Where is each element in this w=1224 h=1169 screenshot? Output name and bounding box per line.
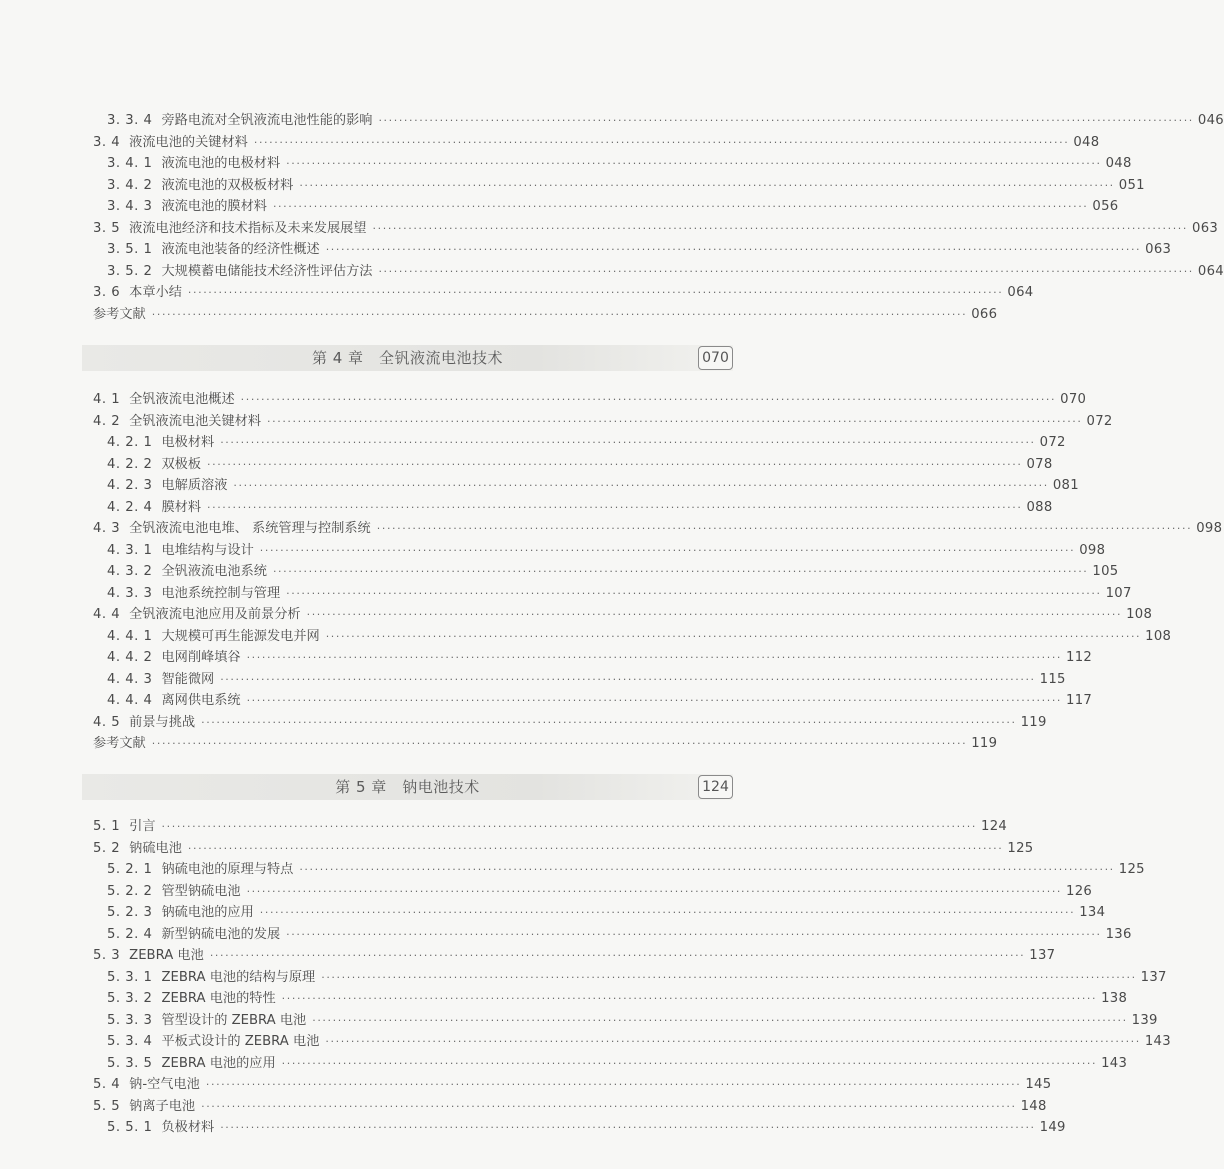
toc-entry-title: 电池系统控制与管理 [161, 585, 281, 601]
dot-leader: ································································································································································ [325, 243, 1142, 256]
toc-entry-number: 5. 2. 3 [107, 905, 153, 920]
dot-leader: ································································································································································ [267, 414, 1083, 428]
toc-entry-title: 离网供电系统 [161, 693, 241, 708]
toc-entry-title: 管型设计的 ZEBRA 电池 [161, 1012, 307, 1028]
toc-entry-page: 066 [971, 306, 998, 322]
toc-entry-number: 3. 5 [93, 220, 121, 236]
toc-entry-title: 液流电池经济和技术指标及未来发展展望 [129, 220, 367, 236]
toc-entry-title: 智能微网 [161, 671, 215, 687]
toc-entry[interactable] [93, 1010, 1158, 1032]
toc-entry[interactable] [93, 967, 1167, 989]
toc-entry-title: 全钒液流电池电堆、 系统管理与控制系统 [129, 521, 371, 536]
toc-entry[interactable] [93, 859, 1145, 881]
toc-entry-page: 051 [1118, 177, 1145, 193]
toc-entry-title: 钠-空气电池 [129, 1077, 200, 1092]
toc-entry-page: 072 [1086, 413, 1113, 429]
toc-entry-page: 048 [1105, 156, 1132, 171]
toc-entry-number: 5. 2. 1 [107, 862, 153, 877]
toc-entry-title: 膜材料 [161, 499, 202, 515]
toc-entry[interactable] [93, 924, 1132, 946]
toc-entry[interactable] [93, 583, 1132, 605]
dot-leader: ································································································································································ [246, 651, 1063, 664]
toc-entry-page: 070 [1060, 392, 1087, 407]
toc-entry-number: 5. 1 [93, 819, 121, 834]
toc-entry-number: 4. 5 [93, 714, 121, 730]
toc-entry-title: ZEBRA 电池的特性 [161, 991, 276, 1006]
toc-entry-title: 双极板 [161, 456, 202, 472]
dot-leader: ································································································································································ [378, 114, 1194, 127]
toc-section-ch3 [93, 110, 1224, 325]
dot-leader: ································································································································································ [272, 200, 1089, 213]
toc-entry-number: 4. 4. 2 [107, 650, 153, 665]
toc-entry[interactable] [93, 132, 1100, 154]
toc-entry[interactable] [93, 304, 998, 326]
toc-entry-page: 108 [1126, 607, 1153, 622]
toc-entry-number: 3. 4 [93, 134, 121, 150]
dot-leader: ································································································································································ [281, 992, 1098, 1005]
toc-entry-number: 5. 4 [93, 1077, 121, 1092]
chapter-5-header[interactable] [82, 774, 733, 800]
toc-entry-page: 048 [1073, 134, 1100, 150]
dot-leader: ································································································································································ [376, 522, 1193, 535]
toc-entry[interactable] [93, 561, 1119, 583]
toc-entry-number: 4. 4. 4 [107, 693, 153, 708]
toc-entry-number: 5. 2 [93, 840, 121, 856]
toc-entry-title: ZEBRA 电池 [129, 948, 204, 963]
toc-entry-number: 3. 4. 1 [107, 156, 153, 171]
dot-leader: ································································································································································ [201, 715, 1017, 729]
toc-entry-page: 119 [971, 736, 998, 751]
toc-entry-title: ZEBRA 电池的结构与原理 [161, 969, 316, 985]
dot-leader: ································································································································································ [325, 629, 1142, 643]
toc-entry-number: 3. 3. 4 [107, 113, 153, 128]
toc-entry-page: 046 [1197, 113, 1224, 128]
toc-entry[interactable] [93, 1096, 1047, 1118]
toc-entry-title: 前景与挑战 [129, 714, 196, 730]
toc-entry[interactable] [93, 733, 998, 755]
toc-entry[interactable] [93, 261, 1224, 283]
toc-entry[interactable] [93, 196, 1119, 218]
toc-entry[interactable] [93, 1117, 1066, 1139]
dot-leader: ································································································································································ [220, 1121, 1036, 1134]
dot-leader: ································································································································································ [259, 543, 1076, 557]
toc-entry[interactable] [93, 497, 1053, 519]
toc-entry-title: 大规模蓄电储能技术经济性评估方法 [161, 263, 373, 279]
toc-entry-number: 4. 2. 1 [107, 435, 153, 450]
toc-entry-page: 072 [1039, 435, 1066, 450]
toc-entry-number: 4. 4. 1 [107, 628, 153, 644]
dot-leader: ································································································································································ [299, 863, 1115, 876]
toc-entry-number: 4. 3. 1 [107, 542, 153, 558]
toc-entry-page: 125 [1007, 840, 1034, 856]
toc-entry[interactable] [93, 282, 1034, 304]
toc-entry-title: 电解质溶液 [161, 478, 228, 493]
dot-leader: ································································································································································ [233, 479, 1049, 492]
toc-entry-title: 液流电池的电极材料 [161, 156, 281, 171]
dot-leader: ································································································································································ [161, 820, 977, 833]
toc-entry[interactable] [93, 647, 1093, 669]
toc-entry-page: 138 [1101, 991, 1128, 1006]
toc-entry[interactable] [93, 1074, 1052, 1096]
toc-entry-page: 137 [1140, 969, 1167, 985]
toc-entry-page: 112 [1066, 650, 1093, 665]
toc-entry-page: 126 [1066, 883, 1093, 899]
toc-entry[interactable] [93, 411, 1113, 433]
dot-leader: ································································································································································ [299, 178, 1115, 192]
toc-entry-title: 负极材料 [161, 1120, 215, 1135]
toc-entry[interactable] [93, 669, 1066, 691]
toc-entry-page: 117 [1066, 693, 1093, 708]
toc-entry-page: 107 [1105, 585, 1132, 601]
toc-entry-page: 145 [1025, 1077, 1052, 1092]
toc-entry-number: 4. 2 [93, 413, 121, 429]
toc-entry[interactable] [93, 518, 1223, 540]
dot-leader: ································································································································································ [286, 927, 1102, 941]
toc-entry[interactable] [93, 475, 1079, 497]
toc-entry-title: 钠硫电池的原理与特点 [161, 862, 294, 877]
dot-leader: ································································································································································ [272, 565, 1089, 578]
toc-entry-title: 全钒液流电池应用及前景分析 [129, 607, 301, 622]
dot-leader: ································································································································································ [253, 135, 1070, 149]
toc-entry-title: 引言 [129, 819, 156, 834]
dot-leader: ································································································································································ [201, 1099, 1017, 1113]
dot-leader: ································································································································································ [281, 1056, 1098, 1070]
toc-entry-page: 064 [1007, 285, 1034, 300]
toc-entry-page: 108 [1145, 628, 1172, 644]
dot-leader: ································································································································································ [187, 286, 1004, 299]
toc-entry-page: 124 [981, 819, 1008, 834]
toc-entry-page: 064 [1197, 263, 1224, 279]
toc-entry-page: 134 [1079, 905, 1106, 920]
toc-entry-title: 液流电池装备的经济性概述 [161, 242, 320, 257]
toc-entry-number: 4. 2. 2 [107, 456, 153, 472]
dot-leader: ································································································································································ [372, 221, 1188, 235]
dot-leader: ································································································································································ [151, 307, 968, 321]
toc-entry-page: 143 [1144, 1034, 1171, 1049]
chapter-page-badge: 124 [698, 775, 733, 799]
toc-entry-title: 电极材料 [161, 435, 215, 450]
toc-entry[interactable] [93, 604, 1153, 626]
dot-leader: ································································································································································ [306, 608, 1123, 621]
toc-entry-title: 液流电池的膜材料 [161, 199, 267, 214]
toc-entry[interactable] [93, 945, 1056, 967]
dot-leader: ································································································································································ [312, 1013, 1128, 1027]
dot-leader: ································································································································································ [259, 906, 1076, 919]
toc-entry-page: 125 [1118, 862, 1145, 877]
toc-entry[interactable] [93, 153, 1132, 175]
toc-entry-number: 3. 4. 2 [107, 177, 153, 193]
toc-entry[interactable] [93, 988, 1128, 1010]
toc-entry-number: 4. 4. 3 [107, 671, 153, 687]
toc-entry-number: 5. 5 [93, 1098, 121, 1114]
dot-leader: ································································································································································ [286, 586, 1102, 600]
toc-entry-number: 5. 5. 1 [107, 1120, 153, 1135]
toc-entry-number: 4. 4 [93, 607, 121, 622]
toc-entry-title: ZEBRA 电池的应用 [161, 1055, 276, 1071]
toc-entry-page: 098 [1079, 542, 1106, 558]
toc-entry-title: 钠硫电池 [129, 840, 182, 856]
toc-entry-title: 电堆结构与设计 [161, 542, 254, 558]
dot-leader: ································································································································································ [286, 157, 1102, 170]
toc-entry[interactable] [93, 1031, 1171, 1053]
toc-entry-number: 4. 3 [93, 521, 121, 536]
toc-entry[interactable] [93, 1053, 1128, 1075]
toc-entry-page: 136 [1105, 926, 1132, 942]
toc-entry[interactable] [93, 626, 1172, 648]
toc-entry-title: 参考文献 [93, 306, 146, 322]
dot-leader: ································································································································································ [246, 694, 1063, 707]
toc-entry-number: 5. 3 [93, 948, 121, 963]
toc-entry[interactable] [93, 690, 1093, 712]
toc-entry-page: 139 [1131, 1012, 1158, 1028]
toc-entry-number: 5. 3. 3 [107, 1012, 153, 1028]
toc-entry-number: 4. 2. 3 [107, 478, 153, 493]
toc-entry-number: 4. 3. 3 [107, 585, 153, 601]
toc-entry-number: 5. 3. 4 [107, 1034, 153, 1049]
dot-leader: ································································································································································ [209, 949, 1026, 962]
toc-entry-page: 088 [1026, 499, 1053, 515]
toc-entry-title: 电网削峰填谷 [161, 650, 241, 665]
toc-entry-title: 全钒液流电池关键材料 [129, 413, 262, 429]
toc-entry-title: 全钒液流电池系统 [161, 564, 267, 579]
toc-entry-number: 4. 1 [93, 392, 121, 407]
toc-entry[interactable] [93, 712, 1047, 734]
dot-leader: ································································································································································ [220, 436, 1036, 449]
toc-entry[interactable] [93, 881, 1093, 903]
toc-section-ch5 [93, 816, 1171, 1139]
dot-leader: ································································································································································ [205, 1078, 1022, 1091]
toc-entry-page: 081 [1052, 478, 1079, 493]
toc-entry-number: 3. 5. 2 [107, 263, 153, 279]
dot-leader: ································································································································································ [151, 737, 968, 750]
toc-entry-page: 143 [1101, 1055, 1128, 1071]
toc-entry-title: 参考文献 [93, 736, 146, 751]
toc-entry-number: 4. 3. 2 [107, 564, 153, 579]
toc-entry[interactable] [93, 389, 1087, 411]
chapter-title: 第 4 章 全钒液流电池技术 [311, 349, 504, 367]
toc-entry-title: 本章小结 [129, 285, 182, 300]
dot-leader: ································································································································································ [220, 672, 1036, 686]
toc-entry-page: 115 [1039, 671, 1066, 687]
dot-leader: ································································································································································ [207, 500, 1023, 514]
toc-entry-title: 管型钠硫电池 [161, 883, 241, 899]
toc-entry-number: 5. 3. 1 [107, 969, 153, 985]
toc-entry-title: 新型钠硫电池的发展 [161, 926, 281, 942]
toc-entry-page: 149 [1039, 1120, 1066, 1135]
toc-entry[interactable] [93, 218, 1219, 240]
toc-entry-page: 105 [1092, 564, 1119, 579]
chapter-title: 第 5 章 钠电池技术 [335, 778, 480, 796]
toc-entry-page: 148 [1020, 1098, 1047, 1114]
toc-entry-page: 063 [1192, 220, 1219, 236]
toc-entry[interactable] [93, 540, 1106, 562]
toc-entry-title: 旁路电流对全钒液流电池性能的影响 [161, 113, 373, 128]
toc-entry-number: 5. 3. 2 [107, 991, 153, 1006]
toc-entry-title: 平板式设计的 ZEBRA 电池 [161, 1034, 320, 1049]
toc-entry-page: 063 [1145, 242, 1172, 257]
toc-entry-title: 全钒液流电池概述 [129, 392, 235, 407]
toc-entry-page: 119 [1020, 714, 1047, 730]
dot-leader: ································································································································································ [325, 1035, 1141, 1048]
chapter-4-header[interactable] [82, 345, 733, 371]
toc-entry[interactable] [93, 838, 1034, 860]
toc-entry-number: 5. 2. 2 [107, 883, 153, 899]
toc-entry[interactable] [93, 816, 1008, 838]
toc-entry-page: 056 [1092, 199, 1119, 214]
toc-entry-title: 液流电池的双极板材料 [161, 177, 294, 193]
toc-entry[interactable] [93, 239, 1172, 261]
toc-entry[interactable] [93, 175, 1145, 197]
dot-leader: ································································································································································ [321, 970, 1137, 984]
toc-entry-page: 078 [1026, 456, 1053, 472]
dot-leader: ································································································································································ [207, 457, 1023, 471]
toc-entry-number: 4. 2. 4 [107, 499, 153, 515]
toc-entry-page: 098 [1196, 521, 1223, 536]
dot-leader: ································································································································································ [187, 841, 1004, 855]
toc-entry[interactable] [93, 454, 1053, 476]
toc-entry-title: 钠离子电池 [129, 1098, 196, 1114]
toc-entry[interactable] [93, 902, 1106, 924]
toc-entry-number: 5. 3. 5 [107, 1055, 153, 1071]
toc-entry-title: 液流电池的关键材料 [129, 134, 248, 150]
chapter-page-badge: 070 [698, 346, 733, 370]
toc-entry-number: 5. 2. 4 [107, 926, 153, 942]
toc-entry-title: 钠硫电池的应用 [161, 905, 254, 920]
toc-entry-page: 137 [1029, 948, 1056, 963]
toc-entry-number: 3. 5. 1 [107, 242, 153, 257]
dot-leader: ································································································································································ [240, 393, 1057, 406]
dot-leader: ································································································································································ [378, 264, 1194, 278]
toc-entry-number: 3. 4. 3 [107, 199, 153, 214]
toc-section-ch4 [93, 389, 1223, 755]
toc-entry[interactable] [93, 110, 1224, 132]
toc-entry-number: 3. 6 [93, 285, 121, 300]
toc-entry[interactable] [93, 432, 1066, 454]
toc-entry-title: 大规模可再生能源发电并网 [161, 628, 320, 644]
dot-leader: ································································································································································ [246, 884, 1063, 898]
